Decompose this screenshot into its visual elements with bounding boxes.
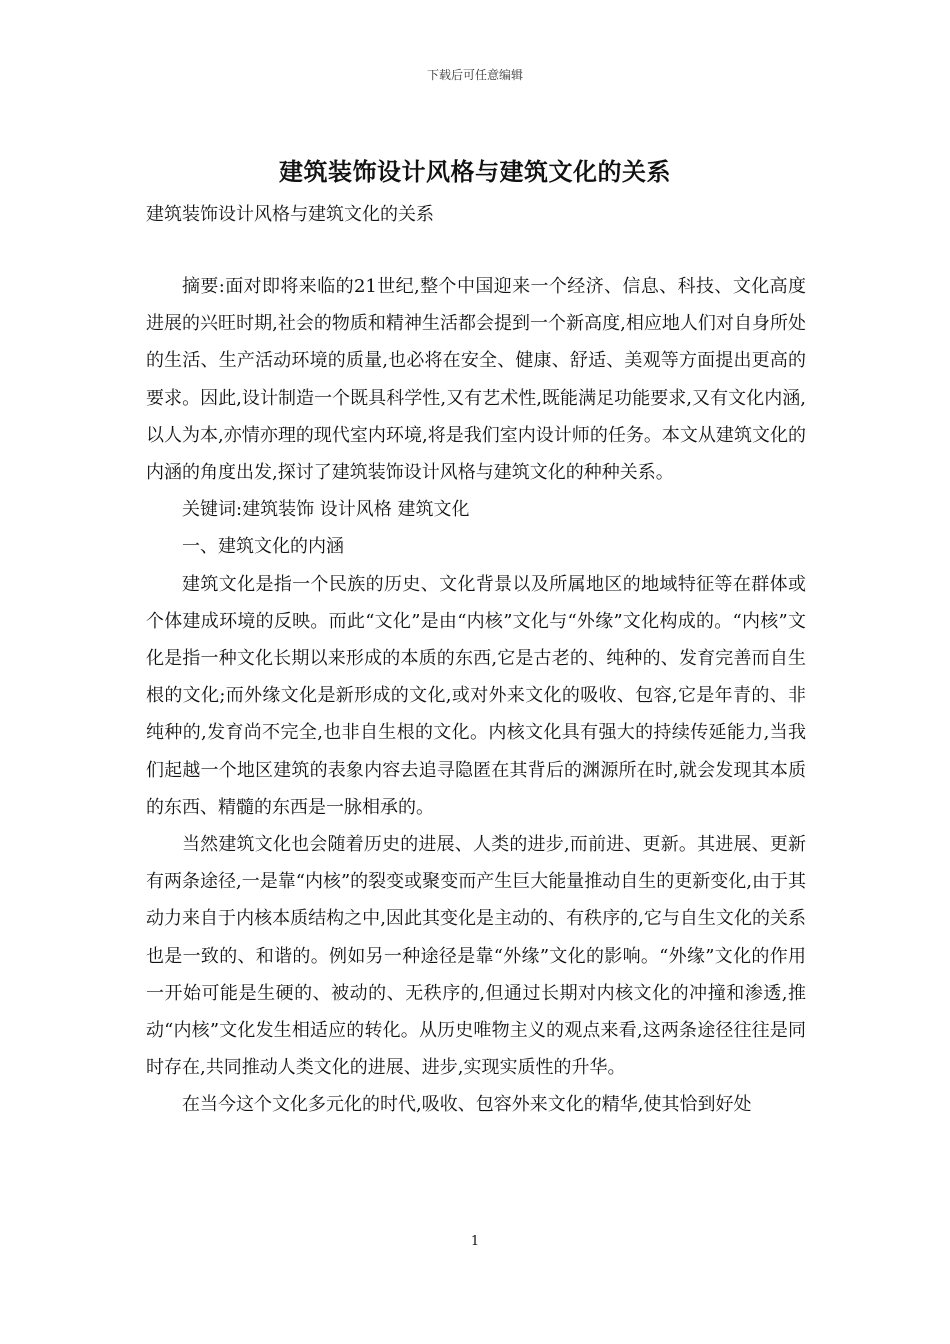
document-title: 建筑装饰设计风格与建筑文化的关系: [279, 158, 671, 186]
abstract-paragraph: 摘要:面对即将来临的21世纪,整个中国迎来一个经济、信息、科技、文化高度进展的兴旺时期,社会的物质和精神生活都会提到一个新高度,相应地人们对自身所处的生活、生产活动环境的质量,也必将在安全、健康、舒适、美观等方面提出更高的要求。因此,设计制造一个既具科学性,又有艺术性,既能满足功能要求,又有文化内涵,以人为本,亦情亦理的现代室内环境,将是我们室内设计师的任务。本文从建筑文化的内涵的角度出发,探讨了建筑装饰设计风格与建筑文化的种种关系。: [146, 276, 806, 484]
section-heading: 一、建筑文化的内涵: [182, 536, 344, 558]
body-paragraph: 在当今这个文化多元化的时代,吸收、包容外来文化的精华,使其恰到好处: [182, 1094, 752, 1116]
keywords-paragraph: 关键词:建筑装饰 设计风格 建筑文化: [182, 499, 470, 521]
document-body: [146, 268, 806, 1124]
header-note: 下载后可任意编辑: [426, 68, 523, 82]
body-paragraph: 当然建筑文化也会随着历史的进展、人类的进步,而前进、更新。其进展、更新有两条途径,一是靠“内核”的裂变或聚变而产生巨大能量推动自生的更新变化,由于其动力来自于内核本质结构之中,因此其变化是主动的、有秩序的,它与自生文化的关系也是一致的、和谐的。例如另一种途径是靠“外缘”文化的影响。“外缘”文化的作用一开始可能是生硬的、被动的、无秩序的,但通过长期对内核文化的冲撞和渗透,推动“内核”文化发生相适应的转化。从历史唯物主义的观点来看,这两条途径往往是同时存在,共同推动人类文化的进展、进步,实现实质性的升华。: [146, 834, 806, 1079]
page-number: 1: [470, 1234, 480, 1249]
body-paragraph: 建筑文化是指一个民族的历史、文化背景以及所属地区的地域特征等在群体或个体建成环境的反映。而此“文化”是由“内核”文化与“外缘”文化构成的。“内核”文化是指一种文化长期以来形成的本质的东西,它是古老的、纯种的、发育完善而自生根的文化;而外缘文化是新形成的文化,或对外来文化的吸收、包容,它是年青的、非纯种的,发育尚不完全,也非自生根的文化。内核文化具有强大的持续传延能力,当我们起越一个地区建筑的表象内容去追寻隐匿在其背后的渊源所在时,就会发现其本质的东西、精髓的东西是一脉相承的。: [146, 573, 806, 818]
document-subtitle: 建筑装饰设计风格与建筑文化的关系: [146, 204, 434, 225]
